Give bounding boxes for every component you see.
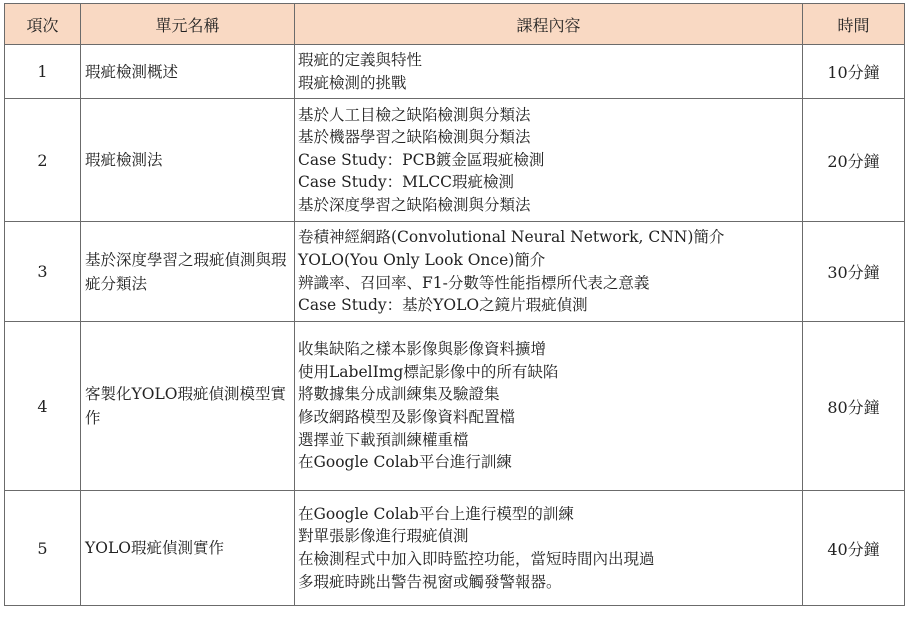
- row-content: [295, 322, 803, 491]
- header-unit: 單元名稱: [81, 4, 295, 45]
- row-unit: 瑕疵檢測概述: [81, 45, 295, 99]
- row-time: 80分鐘: [803, 322, 905, 491]
- header-time: 時間: [803, 4, 905, 45]
- content-line: 在Google Colab平台進行訓練: [298, 453, 512, 472]
- header-content: 課程內容: [295, 4, 803, 45]
- content-line: YOLO(You Only Look Once)簡介: [298, 250, 546, 269]
- table-header: [5, 4, 905, 45]
- content-line: 對單張影像進行瑕疵偵測: [298, 527, 469, 546]
- content-line: 基於機器學習之缺陷檢測與分類法: [298, 128, 531, 147]
- row-time: 40分鐘: [803, 491, 905, 606]
- content-line: 修改網路模型及影像資料配置檔: [298, 408, 516, 426]
- row-content: [295, 45, 803, 99]
- row-unit: YOLO瑕疵偵測實作: [81, 491, 295, 606]
- content-line: 辨識率、召回率、F1-分數等性能指標所代表之意義: [298, 273, 650, 292]
- row-content: [295, 491, 803, 606]
- course-table: [4, 3, 905, 606]
- header-row: [5, 4, 905, 45]
- content-line: 選擇並下載預訓練權重檔: [298, 430, 469, 449]
- row-time: 30分鐘: [803, 222, 905, 322]
- content-line: 多瑕疵時跳出警告視窗或觸發警報器。: [298, 572, 562, 591]
- content-line: Case Study：基於YOLO之鏡片瑕疵偵測: [298, 296, 588, 315]
- content-line: 在檢測程式中加入即時監控功能，當短時間內出現過: [298, 550, 655, 568]
- table-row: [5, 99, 905, 222]
- row-unit: 基於深度學習之瑕疵偵測與瑕疵分類法: [81, 222, 295, 322]
- content-line: Case Study：PCB鍍金區瑕疵檢測: [298, 150, 545, 169]
- content-line: 基於人工目檢之缺陷檢測與分類法: [298, 105, 531, 124]
- row-time: 10分鐘: [803, 45, 905, 99]
- content-line: Case Study：MLCC瑕疵檢測: [298, 173, 515, 192]
- row-content: [295, 99, 803, 222]
- content-line: 瑕疵檢測的挑戰: [298, 73, 407, 92]
- table-row: [5, 45, 905, 99]
- content-line: 收集缺陷之樣本影像與影像資料擴增: [298, 340, 547, 359]
- row-time: 20分鐘: [803, 99, 905, 222]
- row-num: 4: [5, 322, 81, 491]
- content-line: 基於深度學習之缺陷檢測與分類法: [298, 195, 531, 214]
- content-line: 卷積神經網路(Convolutional Neural Network, CNN)簡介: [298, 228, 725, 247]
- content-line: 在Google Colab平台上進行模型的訓練: [298, 504, 574, 523]
- row-content: [295, 222, 803, 322]
- row-unit: 瑕疵檢測法: [81, 99, 295, 222]
- table-row: [5, 222, 905, 322]
- content-line: 將數據集分成訓練集及驗證集: [298, 385, 500, 404]
- table-row: [5, 491, 905, 606]
- content-line: 瑕疵的定義與特性: [298, 50, 423, 69]
- table-row: [5, 322, 905, 491]
- row-num: 3: [5, 222, 81, 322]
- header-num: 項次: [5, 4, 81, 45]
- row-num: 1: [5, 45, 81, 99]
- table-body: [5, 45, 905, 606]
- row-num: 2: [5, 99, 81, 222]
- row-num: 5: [5, 491, 81, 606]
- row-unit: 客製化YOLO瑕疵偵測模型實作: [81, 322, 295, 491]
- content-line: 使用LabelImg標記影像中的所有缺陷: [298, 362, 559, 381]
